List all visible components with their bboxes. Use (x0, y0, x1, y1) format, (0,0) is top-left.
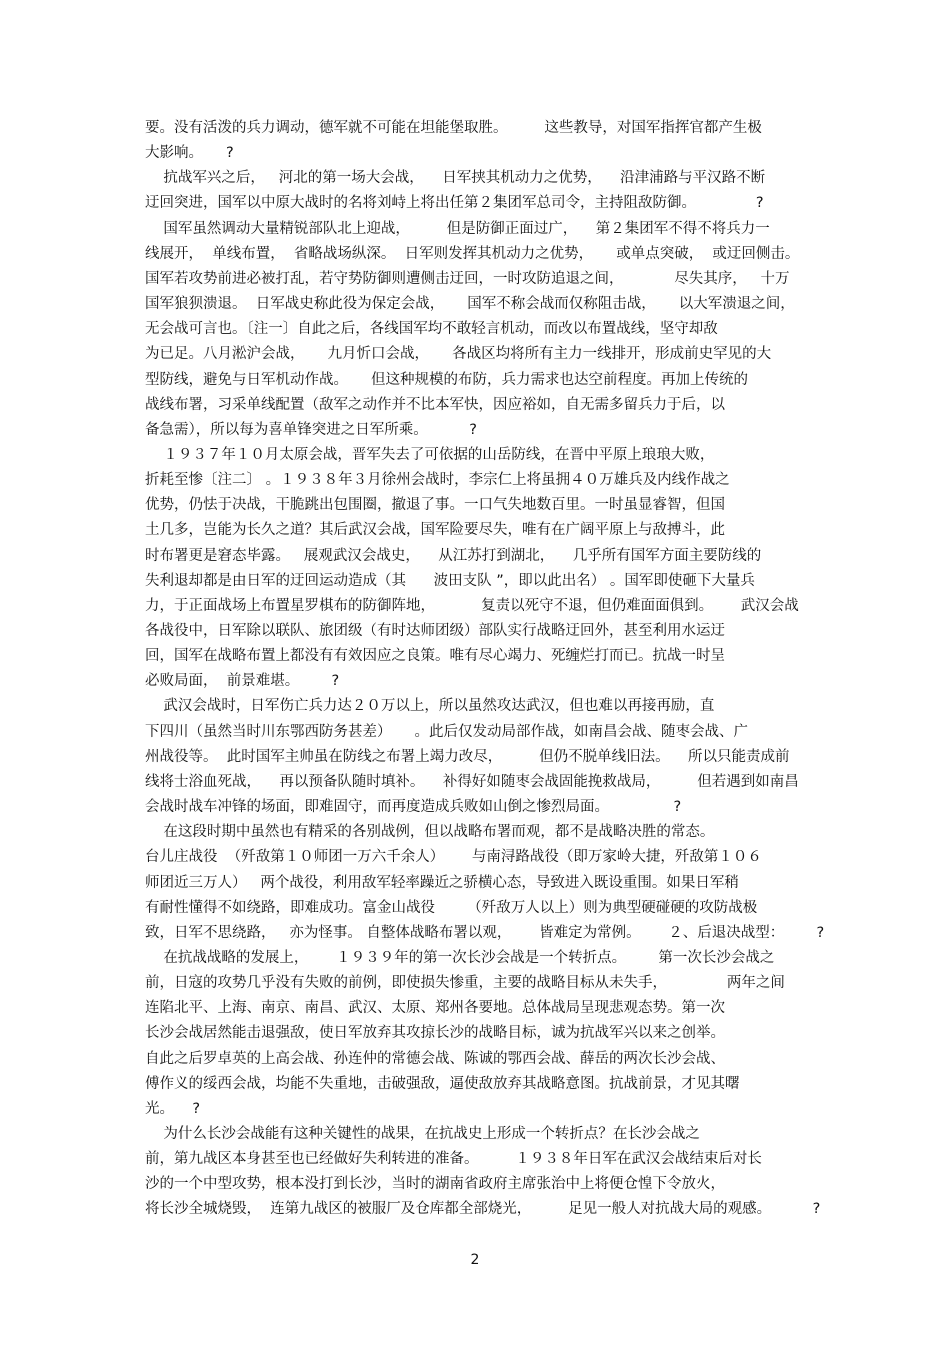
text-line: 迂回突进，国军以中原大战时的名将刘峙上将出任第２集团军总司令，主持阻敌防御。 ? (145, 195, 764, 212)
text-line: 要。没有活泼的兵力调动，德军就不可能在坦能堡取胜。 这些教导，对国军指挥官都产生极 (145, 120, 762, 136)
text-line: 师团近三万人） 两个战役，利用敌军轻率躁近之骄横心态，导致进入既设重围。如果日军稍 (145, 874, 739, 891)
text-line: 为什么长沙会战能有这种关键性的战果，在抗战史上形成一个转折点？在长沙会战之 (145, 1126, 700, 1142)
text-line: 州战役等。 此时国军主帅虽在防线之布署上竭力改尽， 但仍不脱单线旧法。 所以只能责成前 (145, 748, 790, 765)
page-number: 2 (470, 1252, 480, 1268)
text-line: 时布署更是窘态毕露。 展观武汉会战史， 从江苏打到湖北， 几乎所有国军方面主要防线的 (145, 547, 762, 564)
text-line: 台儿庄战役 （歼敌第１０师团一万六千余人） 与南浔路战役（即万家岭大捷，歼敌第１０６ (145, 849, 762, 866)
text-line: 傅作义的绥西会战，均能不失重地，击破强敌，逼使敌放弃其战略意图。抗战前景，才见其曙 (145, 1075, 740, 1092)
text-line: 前，第九战区本身甚至也已经做好失利转进的准备。 １９３８年日军在武汉会战结束后对长 (145, 1151, 762, 1168)
text-line: 前，日寇的攻势几乎没有失败的前例，即使损失惨重，主要的战略目标从未失手， 两年之间 (145, 975, 785, 992)
text-line: 必败局面， 前景难堪。 ? (145, 673, 340, 690)
text-line: 力，于正面战场上布置星罗棋布的防御阵地， 复责以死守不退，但仍难面面俱到。 武汉会战 (145, 597, 799, 614)
text-line: 连陷北平、上海、南京、南昌、武汉、太原、郑州各要地。总体战局呈现悲观态势。第一次 (145, 1000, 725, 1017)
text-line: 会战时战车冲锋的场面，即难固守，而再度造成兵败如山倒之惨烈局面。 ? (145, 799, 682, 816)
text-line: 将长沙全城烧毁， 连第九战区的被服厂及仓库都全部烧光， 足见一般人对抗战大局的观感。 ? (145, 1201, 821, 1218)
text-line: 武汉会战时，日军伤亡兵力达２０万以上，所以虽然攻达武汉，但也难以再接再励，直 (145, 698, 715, 715)
text-line: 为已足。八月淞沪会战， 九月忻口会战， 各战区均将所有主力一线排开，形成前史罕见的大 (145, 346, 772, 363)
text-line: 土几多，岂能为长久之道？其后武汉会战，国军险要尽失，唯有在广阔平原上与敌搏斗，此 (145, 522, 725, 539)
text-line: 有耐性懂得不如绕路，即难成功。富金山战役 （歼敌万人以上）则为典型硬碰硬的攻防战极 (145, 899, 758, 916)
text-line: 国军狼狈溃退。 日军战史称此役为保定会战， 国军不称会战而仅称阻击战， 以大军溃退之间， (145, 296, 795, 313)
text-line: 长沙会战居然能击退强敌，使日军放弃其攻掠长沙的战略目标，诚为抗战军兴以来之创举。 (145, 1025, 725, 1042)
text-line: 回，国军在战略布置上都没有有效因应之良策。唯有尽心竭力、死缠烂打而已。抗战一时呈 (145, 648, 725, 665)
text-line: 无会战可言也。〔注一〕自此之后，各线国军均不敢轻言机动，而改以布置战线，坚守却敌 (145, 321, 718, 338)
text-line: 优势，仍怯于决战，干脆跳出包围圈，撤退了事。一口气失地数百里。一时虽显睿智，但国 (145, 497, 725, 514)
text-line: 下四川（虽然当时川东鄂西防务甚差） 。此后仅发动局部作战，如南昌会战、随枣会战、广 (145, 723, 749, 740)
text-line: 战线布署，习采单线配置（敌军之动作并不比本军快，因应裕如，自无需多留兵力于后，以 (145, 396, 725, 413)
text-line: １９３７年１０月太原会战，晋军失去了可依据的山岳防线，在晋中平原上琅琅大败， (145, 446, 715, 463)
text-line: 备急需），所以每为喜单锋突进之日军所乘。 ? (145, 421, 477, 438)
text-line: 失利退却都是由日军的迂回运动造成（其 波田支队 ”，即以此出名） 。国军即使砸下大量兵 (145, 572, 755, 589)
text-line: 在这段时期中虽然也有精采的各别战例，但以战略布署而观，都不是战略决胜的常态。 (145, 824, 715, 841)
text-line: 致，日军不思绕路， 亦为怪事。 自整体战略布署以观， 皆难定为常例。 ２、后退决战型： ? (145, 924, 825, 941)
text-line: 折耗至惨〔注二〕 。１９３８年３月徐州会战时，李宗仁上将虽拥４０万雄兵及内线作战之 (145, 472, 730, 489)
text-line: 线展开， 单线布置， 省略战场纵深。 日军则发挥其机动力之优势， 或单点突破， 或迂回侧击。 (145, 245, 800, 262)
text-line: 光。 ? (145, 1100, 201, 1117)
text-line: 国军若攻势前进必被打乱，若守势防御则遭侧击迂回，一时攻防追退之间， 尽失其序， 十万 (145, 270, 790, 287)
text-line: 型防线，避免与日军机动作战。 但这种规模的布防，兵力需求也达空前程度。再加上传统的 (145, 371, 749, 388)
text-line: 沙的一个中型攻势，根本没打到长沙，当时的湖南省政府主席张治中上将便仓惶下令放火， (145, 1176, 725, 1193)
text-line: 抗战军兴之后， 河北的第一场大会战， 日军挟其机动力之优势， 沿津浦路与平汉路不断 (145, 170, 766, 187)
text-line: 各战役中，日军除以联队、旅团级（有时达师团级）部队实行战略迂回外，甚至利用水运迂 (145, 623, 725, 639)
text-line: 在抗战战略的发展上， １９３９年的第一次长沙会战是一个转折点。 第一次长沙会战之 (145, 949, 775, 966)
text-line: 自此之后罗卓英的上高会战、孙连仲的常德会战、陈诚的鄂西会战、薛岳的两次长沙会战、 (145, 1050, 725, 1067)
text-line: 线将士浴血死战， 再以预备队随时填补。 补得好如随枣会战固能挽救战局， 但若遇到如南昌 (145, 773, 799, 790)
text-line: 大影响。 ? (145, 145, 234, 162)
text-line: 国军虽然调动大量精锐部队北上迎战， 但是防御正面过广， 第２集团军不得不将兵力一 (145, 220, 770, 237)
